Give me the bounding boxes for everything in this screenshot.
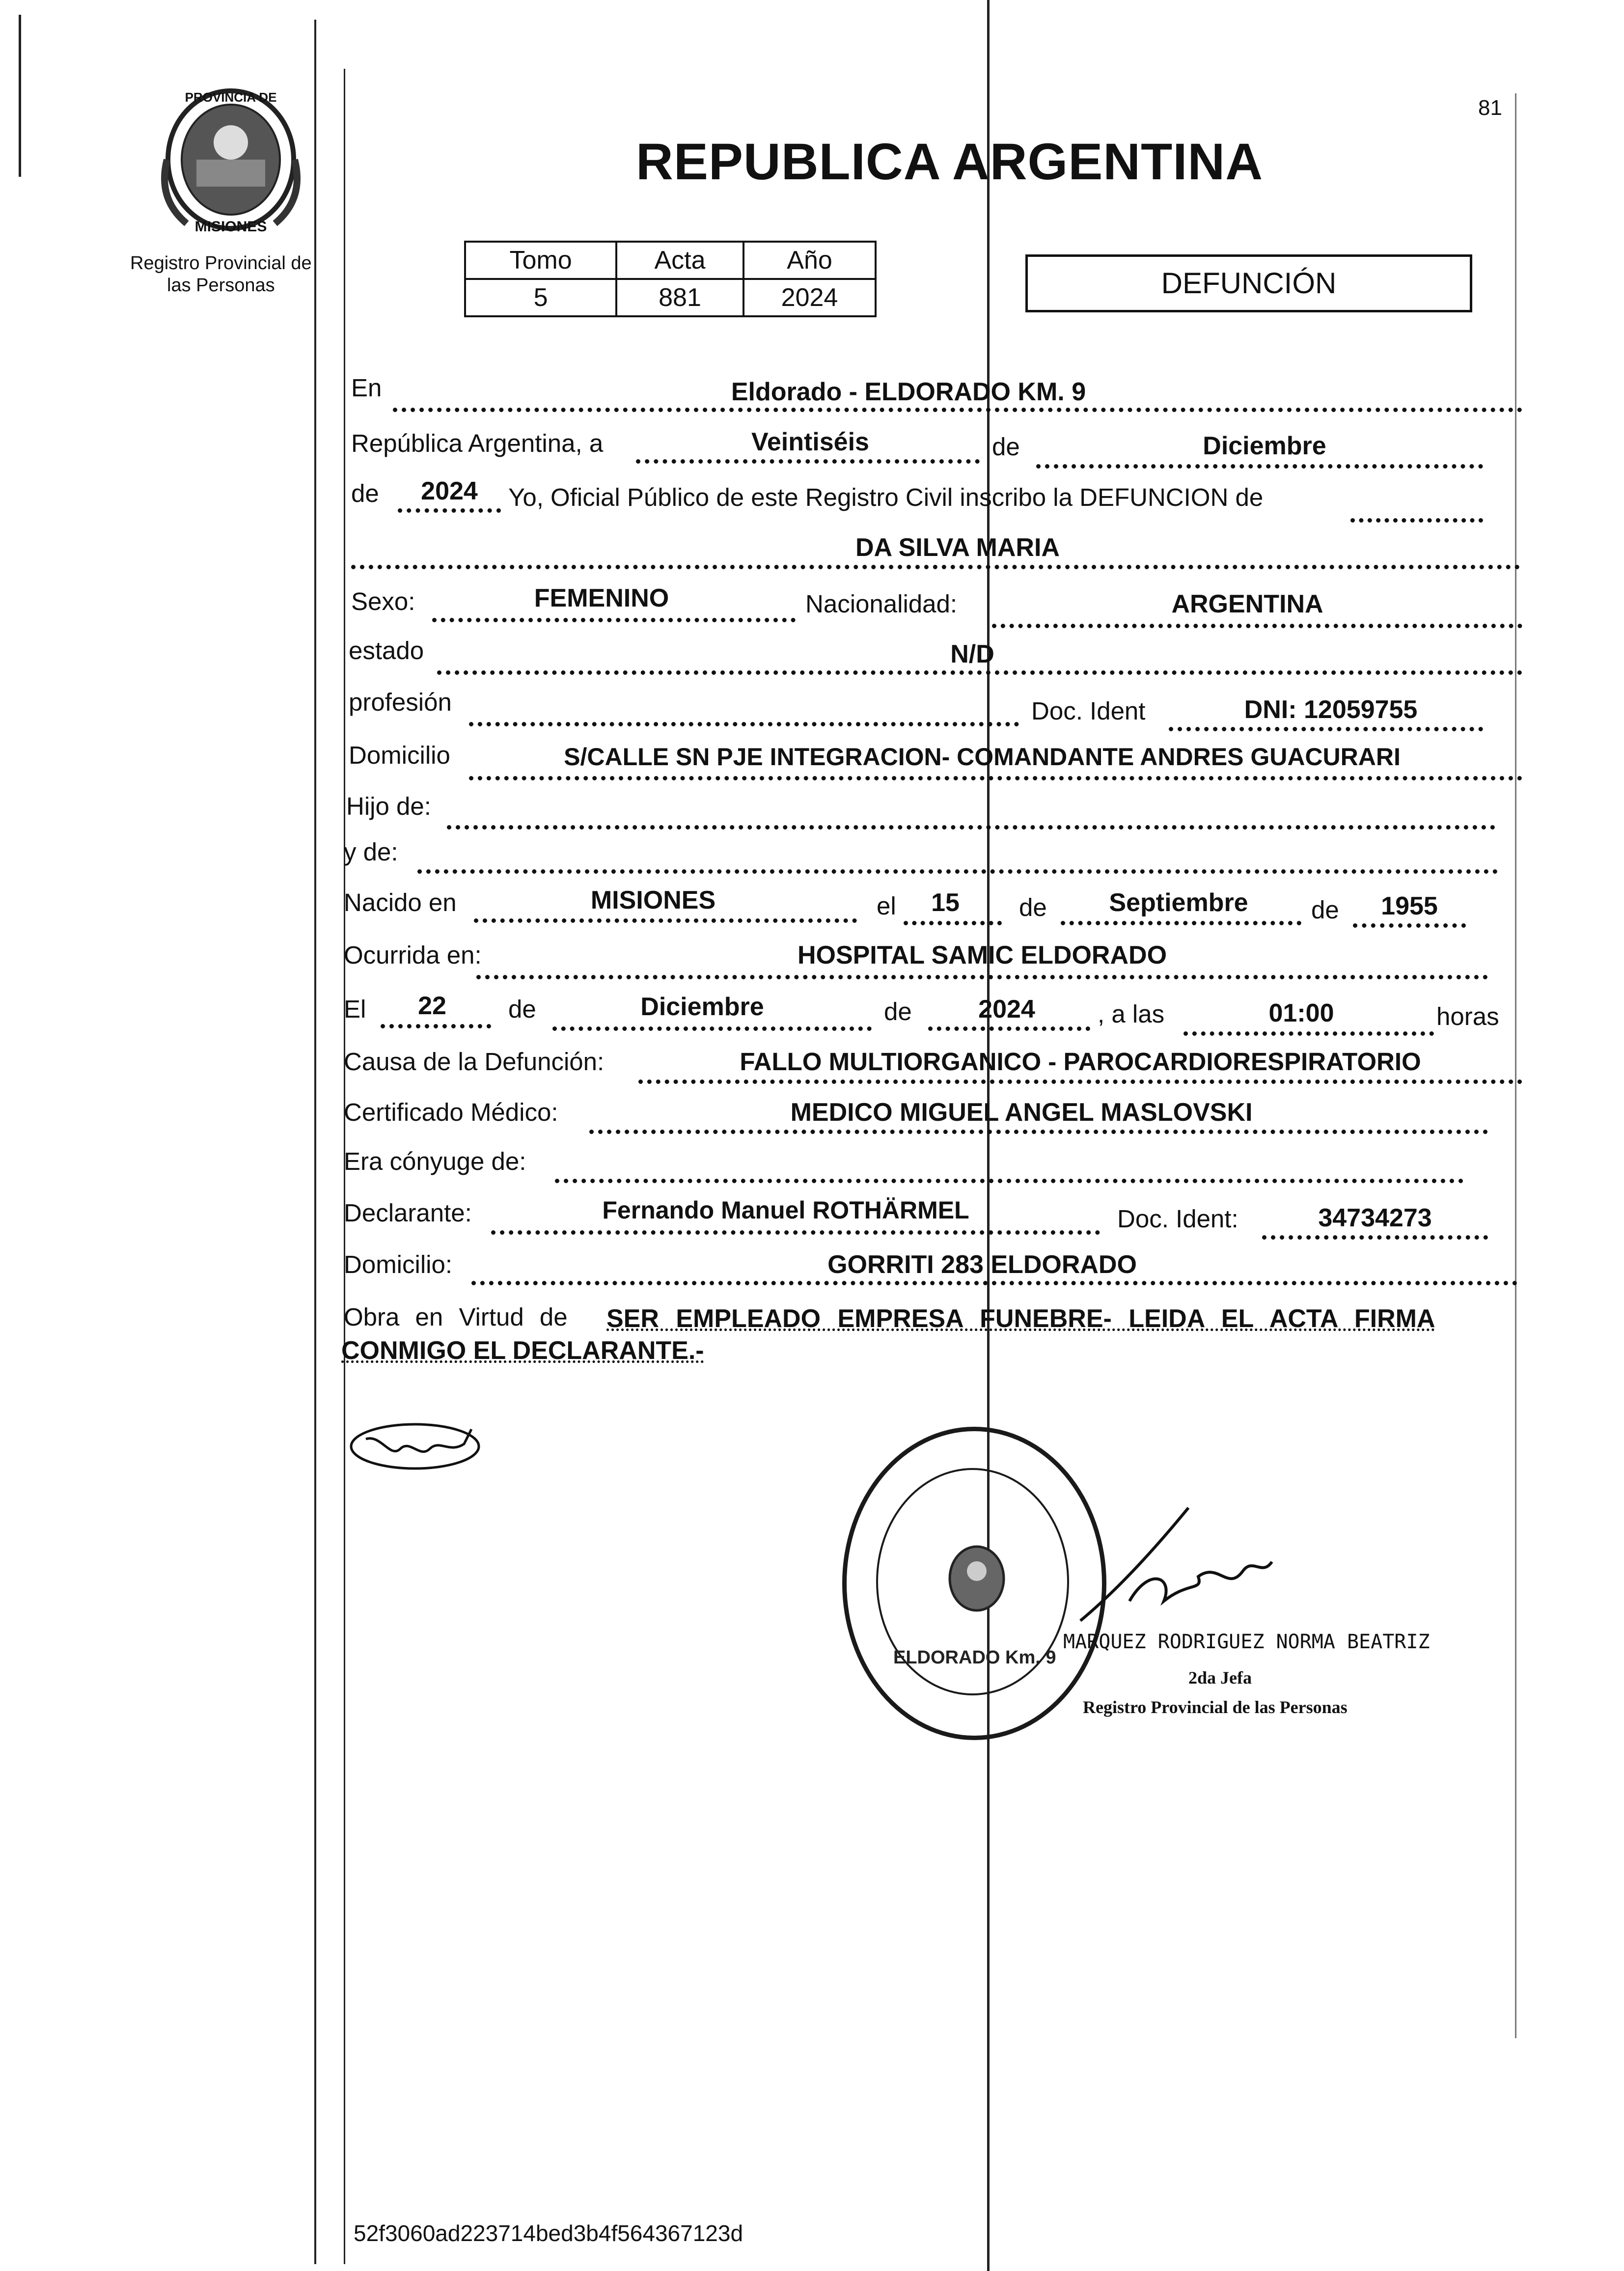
hijo-label: Hijo de:: [346, 792, 431, 820]
official-title: 2da Jefa: [1188, 1668, 1252, 1688]
doc2-label: Doc. Ident:: [1117, 1205, 1239, 1233]
nacido-dots: [474, 918, 857, 923]
acta-header: Acta: [616, 242, 743, 279]
province-logo: [157, 86, 304, 238]
domicilio-dots: [469, 776, 1522, 780]
ocurrida-label: Ocurrida en:: [344, 941, 482, 969]
certificado-value: MEDICO MIGUEL ANGEL MASLOVSKI: [790, 1098, 1253, 1127]
estado-value: N/D: [950, 640, 994, 668]
causa-value: FALLO MULTIORGANICO - PAROCARDIORESPIRATORIO: [740, 1048, 1421, 1076]
death-time-dots: [1184, 1031, 1434, 1036]
en-label: En: [351, 374, 382, 402]
registry-line1: Registro Provincial de: [130, 253, 312, 274]
estado-dots: [437, 670, 1522, 675]
el2-label: El: [344, 995, 366, 1023]
yo-text: Yo, Oficial Público de este Registro Civil inscribo la DEFUNCION de: [508, 483, 1264, 511]
domicilio2-value: GORRITI 283 ELDORADO: [827, 1250, 1137, 1279]
causa-label: Causa de la Defunción:: [344, 1048, 605, 1076]
declarant-signature: [346, 1414, 494, 1478]
doc-value: DNI: 12059755: [1244, 695, 1418, 724]
scan-line-left: [19, 15, 21, 177]
de-label: de: [992, 433, 1020, 461]
birth-month-dots: [1061, 921, 1301, 925]
declarante-label: Declarante:: [344, 1199, 472, 1227]
domicilio2-label: Domicilio:: [344, 1250, 453, 1278]
declarante-value: Fernando Manuel ROTHÄRMEL: [602, 1196, 969, 1224]
margin-line: [314, 20, 316, 2264]
obra-value-line2: CONMIGO EL DECLARANTE.-: [341, 1336, 704, 1365]
day-value: Veintiséis: [751, 428, 869, 456]
death-day-dots: [381, 1024, 491, 1028]
obra-label: Obra en Virtud de: [344, 1303, 568, 1331]
page-title: REPUBLICA ARGENTINA: [636, 133, 1264, 191]
y-de-dots: [417, 869, 1498, 874]
ocurrida-dots: [476, 975, 1488, 979]
de3-label: de: [1311, 896, 1339, 924]
death-year-dots: [928, 1026, 1090, 1031]
day-dots: [636, 459, 980, 464]
tomo-header: Tomo: [465, 242, 616, 279]
el-label: el: [877, 892, 896, 920]
conyuge-dots: [555, 1179, 1463, 1183]
declarante-dots: [491, 1230, 1100, 1235]
record-type-box: DEFUNCIÓN: [1025, 254, 1472, 312]
en-dots: [393, 408, 1522, 412]
de5-label: de: [884, 997, 912, 1025]
estado-label: estado: [349, 637, 424, 665]
domicilio2-dots: [471, 1281, 1517, 1285]
sexo-value: FEMENINO: [534, 584, 669, 612]
doc-dots: [1169, 727, 1483, 731]
en-value: Eldorado - ELDORADO KM. 9: [731, 378, 1086, 406]
anio-header: Año: [743, 242, 876, 279]
seal-inner-text: ELDORADO Km. 9: [893, 1647, 1056, 1668]
anio-value: 2024: [743, 279, 876, 316]
logo-text-bottom: MISIONES: [194, 219, 267, 235]
registry-line2: las Personas: [167, 275, 275, 296]
alas-label: , a las: [1098, 1000, 1165, 1028]
doc2-dots: [1262, 1235, 1488, 1240]
death-day: 22: [418, 992, 446, 1020]
acta-value: 881: [616, 279, 743, 316]
de4-label: de: [508, 995, 536, 1023]
certificado-dots: [589, 1130, 1488, 1134]
nacionalidad-dots: [992, 624, 1522, 628]
seal-emblem: [947, 1544, 1006, 1613]
domicilio-label: Domicilio: [349, 741, 450, 769]
year-value: 2024: [421, 477, 478, 505]
fold-line: [987, 0, 990, 2271]
name-dots: [351, 565, 1520, 569]
birth-day-dots: [904, 921, 1002, 925]
nacido-value: MISIONES: [590, 886, 716, 914]
yo-dots: [1350, 518, 1483, 523]
y-de-label: y de:: [344, 838, 398, 866]
de2-label: de: [1019, 893, 1047, 921]
ocurrida-value: HOSPITAL SAMIC ELDORADO: [797, 941, 1167, 969]
official-signature: [1071, 1503, 1296, 1631]
birth-year: 1955: [1381, 892, 1438, 920]
register-table: [464, 241, 877, 317]
nacionalidad-value: ARGENTINA: [1171, 590, 1323, 618]
death-time: 01:00: [1268, 999, 1334, 1027]
death-month-dots: [552, 1026, 872, 1031]
republica-label: República Argentina, a: [351, 429, 604, 457]
year-prefix: de: [351, 479, 379, 507]
birth-day: 15: [931, 888, 960, 917]
logo-text-top: PROVINCIA DE: [185, 90, 277, 105]
obra-value-line1: SER EMPLEADO EMPRESA FUNEBRE- LEIDA EL ACTA FIRMA: [606, 1304, 1435, 1333]
official-org: Registro Provincial de las Personas: [1083, 1697, 1348, 1717]
hijo-dots: [447, 825, 1495, 830]
official-name: MARQUEZ RODRIGUEZ NORMA BEATRIZ: [1063, 1631, 1430, 1653]
birth-year-dots: [1353, 923, 1466, 928]
birth-month: Septiembre: [1109, 888, 1248, 917]
month-dots: [1036, 464, 1483, 469]
year-dots: [398, 508, 501, 513]
horas-label: horas: [1436, 1002, 1499, 1030]
doc-label: Doc. Ident: [1031, 697, 1146, 725]
page-number: 81: [1478, 96, 1502, 120]
province-seal-graphic: [157, 86, 304, 238]
death-year: 2024: [978, 995, 1035, 1024]
sexo-dots: [432, 618, 796, 622]
causa-dots: [638, 1080, 1522, 1084]
death-month: Diciembre: [640, 993, 764, 1021]
footer-hash: 52f3060ad223714bed3b4f564367123d: [354, 2220, 743, 2246]
domicilio-value: S/CALLE SN PJE INTEGRACION- COMANDANTE ANDRES GUACURARI: [564, 743, 1401, 771]
official-seal: [842, 1427, 1106, 1740]
profesion-dots: [469, 722, 1019, 726]
conyuge-label: Era cónyuge de:: [344, 1147, 526, 1175]
nacido-label: Nacido en: [344, 888, 457, 916]
deceased-name: DA SILVA MARIA: [855, 533, 1060, 562]
month-value: Diciembre: [1203, 432, 1326, 460]
doc2-value: 34734273: [1318, 1204, 1432, 1232]
profesion-label: profesión: [349, 688, 452, 716]
declarant-signature-graphic: [346, 1414, 494, 1478]
sexo-label: Sexo:: [351, 587, 415, 615]
tomo-value: 5: [465, 279, 616, 316]
nacionalidad-label: Nacionalidad:: [805, 590, 958, 618]
certificado-label: Certificado Médico:: [344, 1098, 558, 1126]
official-signature-graphic: [1071, 1503, 1296, 1631]
